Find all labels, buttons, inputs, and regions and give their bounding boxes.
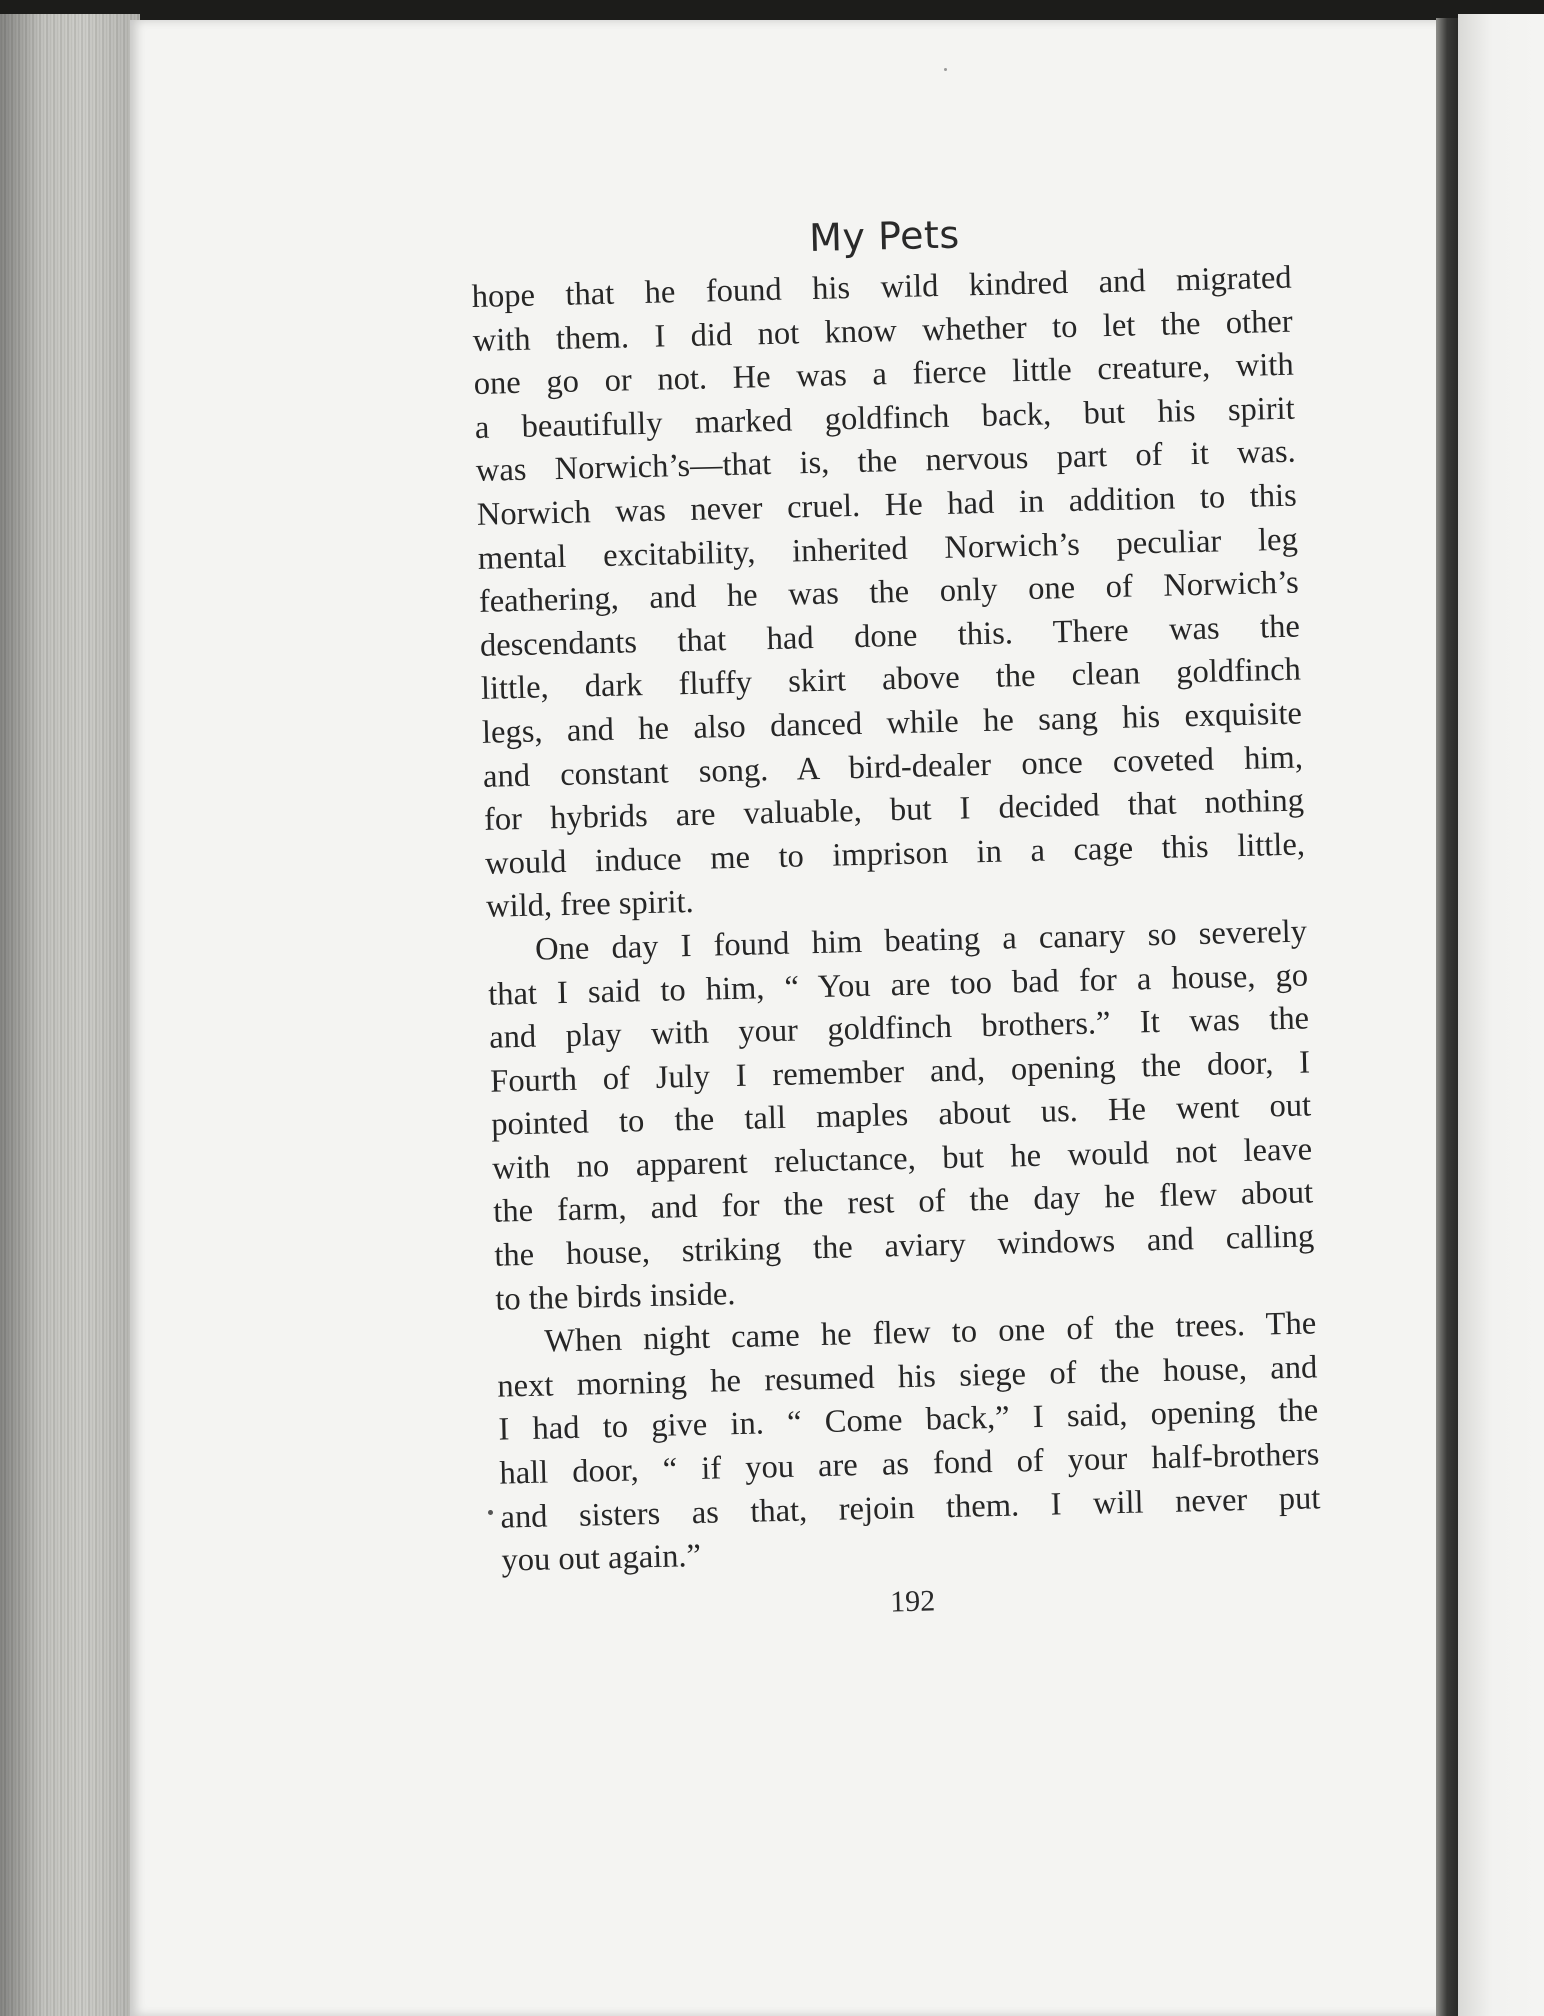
text-line: and sisters as that, rejoin them. I will never put <box>500 1479 1321 1536</box>
text-line: legs, and he also danced while he sang his exquisite <box>481 695 1303 751</box>
text-line: wild, free spirit. <box>485 884 695 926</box>
text-line: to the birds inside. <box>494 1275 736 1318</box>
text-line: next morning he resumed his siege of the house, and <box>497 1349 1318 1405</box>
text-line: with them. I did not know whether to let the other <box>472 303 1293 359</box>
text-line: hall door, “ if you are as fond of your half-brothers <box>499 1436 1320 1492</box>
running-head: My Pets <box>808 212 961 261</box>
page-number: 192 <box>889 1584 936 1619</box>
text-line: with no apparent reluctance, but he would not leave <box>491 1131 1313 1187</box>
ink-speck <box>944 68 947 71</box>
text-line: little, dark fluffy skirt above the clean goldfinch <box>480 651 1302 708</box>
text-line: feathering, and he was the only one of Norwich’s <box>478 564 1300 621</box>
page-edges <box>0 14 140 2016</box>
text-line: I had to give in. “ Come back,” I said, opening the <box>498 1392 1319 1449</box>
ink-speck <box>488 1510 493 1515</box>
text-line: for hybrids are valuable, but I decided that nothing <box>483 782 1305 838</box>
text-line: one go or not. He was a fierce little creature, with <box>473 346 1295 403</box>
book-gutter <box>1436 18 1458 2016</box>
text-line: One day I found him beating a canary so severely <box>534 913 1308 968</box>
text-line: you out again.” <box>501 1538 702 1579</box>
facing-page-edge <box>1458 14 1544 2016</box>
text-line: the house, striking the aviary windows and calling <box>493 1218 1315 1274</box>
text-line: a beautifully marked goldfinch back, but his spirit <box>474 390 1296 446</box>
text-line: hope that he found his wild kindred and migrated <box>471 259 1292 315</box>
text-line: descendants that had done this. There was the <box>479 608 1301 664</box>
text-line: would induce me to imprison in a cage this little, <box>484 826 1306 882</box>
text-block <box>470 203 1323 1632</box>
text-line: Norwich was never cruel. He had in addition to this <box>476 477 1298 533</box>
text-line: Fourth of July I remember and, opening the door, I <box>489 1044 1311 1100</box>
text-line: the farm, and for the rest of the day he flew about <box>492 1174 1314 1231</box>
text-line: When night came he flew to one of the trees. The <box>543 1305 1317 1360</box>
text-line: and play with your goldfinch brothers.” It was the <box>488 1000 1310 1056</box>
body-text <box>471 257 1322 1584</box>
text-line: pointed to the tall maples about us. He went out <box>490 1087 1312 1144</box>
text-line: that I said to him, “ You are too bad for a house, go <box>487 956 1309 1013</box>
text-line: was Norwich’s—that is, the nervous part of it was. <box>475 433 1297 490</box>
text-line: and constant song. A bird-dealer once coveted him, <box>482 739 1304 795</box>
text-line: mental excitability, inherited Norwich’s peculiar leg <box>477 521 1299 577</box>
